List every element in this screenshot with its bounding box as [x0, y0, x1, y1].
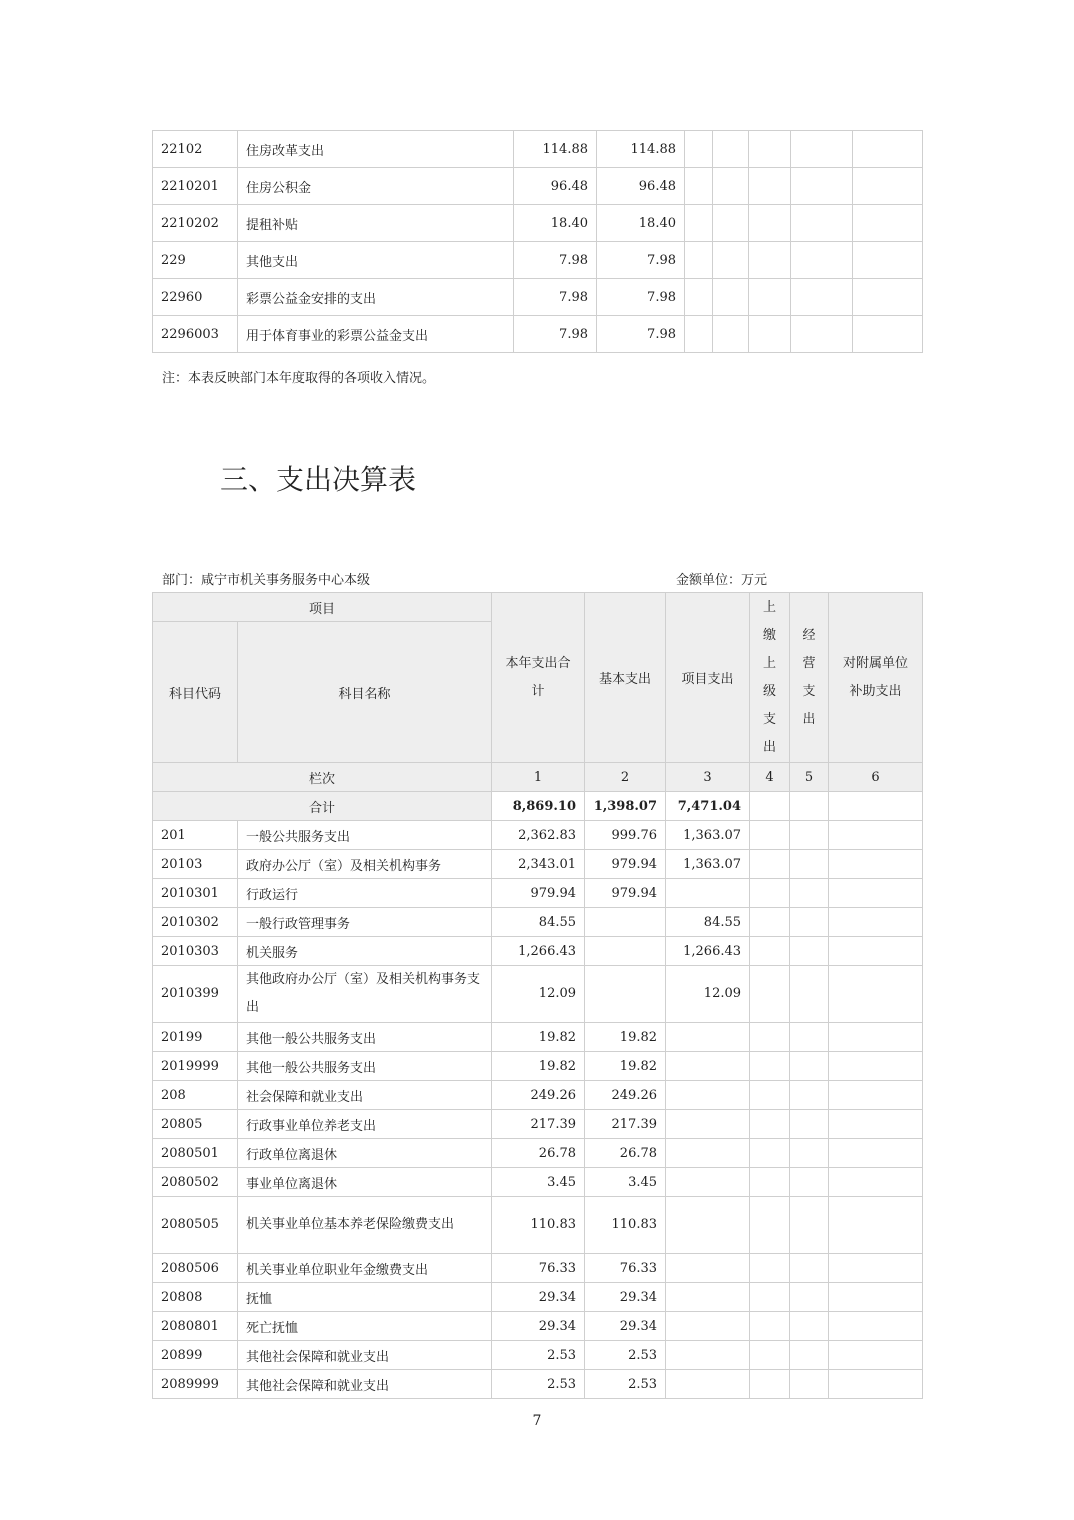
- cell-empty: [750, 908, 790, 937]
- cell-empty: [750, 1197, 790, 1254]
- cell-empty: [750, 850, 790, 879]
- cell-empty: [829, 966, 923, 1023]
- table-row: [153, 279, 923, 316]
- cell-project: [666, 1312, 750, 1341]
- cell-empty: [853, 242, 923, 279]
- cell-code: 2080505: [153, 1197, 238, 1254]
- cell-basic: 19.82: [585, 1023, 666, 1052]
- cell-empty: [829, 850, 923, 879]
- cell-project: [666, 879, 750, 908]
- cell-empty: [791, 242, 853, 279]
- cell-name: 彩票公益金安排的支出: [238, 279, 514, 316]
- cell-empty: [829, 1110, 923, 1139]
- cell-total: 979.94: [492, 879, 585, 908]
- cell-name: 其他支出: [238, 242, 514, 279]
- header-basic: 基本支出: [585, 593, 666, 763]
- table-row: [153, 1312, 923, 1341]
- cell-empty: [713, 316, 749, 353]
- cell-total: 2.53: [492, 1370, 585, 1399]
- total-label: 合计: [153, 792, 492, 821]
- cell-total: 217.39: [492, 1110, 585, 1139]
- total-amount: 8,869.10: [492, 792, 585, 821]
- table-row: [153, 1052, 923, 1081]
- cell-name: 机关事业单位基本养老保险缴费支出: [238, 1197, 492, 1254]
- cell-name: 行政事业单位养老支出: [238, 1110, 492, 1139]
- cell-name: 住房改革支出: [238, 131, 514, 168]
- cell-name: 机关服务: [238, 937, 492, 966]
- table-row: [153, 131, 923, 168]
- header-business: 经营支出: [790, 593, 829, 763]
- cell-code: 20899: [153, 1341, 238, 1370]
- cell-empty: [829, 937, 923, 966]
- cell-v1: 7.98: [514, 316, 597, 353]
- cell-empty: [790, 1168, 829, 1197]
- cell-empty: [713, 279, 749, 316]
- column-index: 1: [492, 763, 585, 792]
- cell-empty: [790, 1197, 829, 1254]
- cell-basic: 76.33: [585, 1254, 666, 1283]
- cell-total: 1,266.43: [492, 937, 585, 966]
- cell-code: 2080506: [153, 1254, 238, 1283]
- cell-code: 201: [153, 821, 238, 850]
- table-row: [153, 879, 923, 908]
- cell-code: 22102: [153, 131, 238, 168]
- cell-total: 3.45: [492, 1168, 585, 1197]
- cell-code: 2010302: [153, 908, 238, 937]
- table-row: [153, 821, 923, 850]
- table-row: [153, 1197, 923, 1254]
- cell-code: 20103: [153, 850, 238, 879]
- header-project: 项目: [153, 593, 492, 622]
- cell-project: 12.09: [666, 966, 750, 1023]
- cell-basic: 217.39: [585, 1110, 666, 1139]
- cell-total: 110.83: [492, 1197, 585, 1254]
- cell-empty: [790, 937, 829, 966]
- cell-basic: 999.76: [585, 821, 666, 850]
- cell-total: 2,343.01: [492, 850, 585, 879]
- header-name: 科目名称: [238, 622, 492, 763]
- cell-empty: [750, 1254, 790, 1283]
- cell-empty: [790, 908, 829, 937]
- cell-empty: [750, 1023, 790, 1052]
- cell-empty: [749, 242, 791, 279]
- table-row: [153, 316, 923, 353]
- cell-v2: 7.98: [597, 242, 685, 279]
- cell-empty: [685, 205, 713, 242]
- cell-code: 208: [153, 1081, 238, 1110]
- cell-code: 2210202: [153, 205, 238, 242]
- cell-empty: [750, 1341, 790, 1370]
- cell-project: 1,363.07: [666, 850, 750, 879]
- cell-empty: [791, 205, 853, 242]
- total-basic: 1,398.07: [585, 792, 666, 821]
- cell-project: [666, 1254, 750, 1283]
- table-row: [153, 1023, 923, 1052]
- header-project-exp: 项目支出: [666, 593, 750, 763]
- cell-v1: 7.98: [514, 242, 597, 279]
- table-row: [153, 1254, 923, 1283]
- cell-basic: 19.82: [585, 1052, 666, 1081]
- cell-empty: [829, 1197, 923, 1254]
- cell-empty: [750, 1081, 790, 1110]
- cell-v2: 7.98: [597, 316, 685, 353]
- cell-project: 1,363.07: [666, 821, 750, 850]
- unit-label: 金额单位：万元: [676, 573, 768, 588]
- cell-empty: [750, 1168, 790, 1197]
- cell-empty: [685, 131, 713, 168]
- cell-v2: 18.40: [597, 205, 685, 242]
- column-index: 2: [585, 763, 666, 792]
- cell-empty: [829, 1139, 923, 1168]
- cell-empty: [790, 1023, 829, 1052]
- cell-empty: [829, 1254, 923, 1283]
- cell-empty: [750, 1110, 790, 1139]
- cell-total: 2,362.83: [492, 821, 585, 850]
- cell-empty: [790, 966, 829, 1023]
- cell-empty: [790, 879, 829, 908]
- page-number: 7: [532, 1413, 542, 1429]
- cell-name: 一般公共服务支出: [238, 821, 492, 850]
- table-row: [153, 168, 923, 205]
- cell-name: 行政单位离退休: [238, 1139, 492, 1168]
- cell-empty: [749, 168, 791, 205]
- cell-project: [666, 1283, 750, 1312]
- section-title: 三、支出决算表: [220, 463, 417, 496]
- cell-empty: [829, 1052, 923, 1081]
- table-row: [153, 1370, 923, 1399]
- cell-basic: 249.26: [585, 1081, 666, 1110]
- total-row: [153, 792, 923, 821]
- cell-empty: [829, 1081, 923, 1110]
- cell-empty: [853, 205, 923, 242]
- cell-name: 死亡抚恤: [238, 1312, 492, 1341]
- cell-name: 政府办公厅（室）及相关机构事务: [238, 850, 492, 879]
- cell-code: 2080502: [153, 1168, 238, 1197]
- cell-basic: 2.53: [585, 1341, 666, 1370]
- column-index-label: 栏次: [153, 763, 492, 792]
- cell-name: 住房公积金: [238, 168, 514, 205]
- total-project: 7,471.04: [666, 792, 750, 821]
- cell-project: [666, 1168, 750, 1197]
- cell-total: 29.34: [492, 1312, 585, 1341]
- income-table-continued: [152, 130, 923, 353]
- cell-basic: [585, 937, 666, 966]
- cell-empty: [829, 821, 923, 850]
- cell-code: 2080501: [153, 1139, 238, 1168]
- table-row: [153, 1110, 923, 1139]
- cell-empty: [829, 1312, 923, 1341]
- table-row: [153, 937, 923, 966]
- cell-project: 1,266.43: [666, 937, 750, 966]
- cell-empty: [790, 850, 829, 879]
- cell-total: 19.82: [492, 1023, 585, 1052]
- cell-empty: [791, 279, 853, 316]
- cell-code: 2010399: [153, 966, 238, 1023]
- cell-project: [666, 1110, 750, 1139]
- table-row: [153, 908, 923, 937]
- cell-v2: 7.98: [597, 279, 685, 316]
- cell-empty: [749, 131, 791, 168]
- table-row: [153, 242, 923, 279]
- cell-code: 22960: [153, 279, 238, 316]
- cell-basic: [585, 966, 666, 1023]
- cell-project: [666, 1341, 750, 1370]
- cell-code: 2089999: [153, 1370, 238, 1399]
- cell-empty: [750, 821, 790, 850]
- cell-empty: [829, 1370, 923, 1399]
- cell-name: 其他一般公共服务支出: [238, 1023, 492, 1052]
- cell-name: 其他政府办公厅（室）及相关机构事务支出: [238, 966, 492, 1023]
- cell-total: 12.09: [492, 966, 585, 1023]
- cell-code: 2019999: [153, 1052, 238, 1081]
- column-index: 6: [829, 763, 923, 792]
- cell-project: [666, 1023, 750, 1052]
- cell-code: 2080801: [153, 1312, 238, 1341]
- cell-project: [666, 1081, 750, 1110]
- cell-empty: [790, 1052, 829, 1081]
- cell-total: 2.53: [492, 1341, 585, 1370]
- cell-empty: [713, 205, 749, 242]
- cell-empty: [750, 1370, 790, 1399]
- cell-empty: [750, 1283, 790, 1312]
- cell-empty: [685, 242, 713, 279]
- cell-total: 29.34: [492, 1283, 585, 1312]
- cell-basic: 29.34: [585, 1283, 666, 1312]
- cell-empty: [713, 242, 749, 279]
- cell-empty: [829, 1341, 923, 1370]
- cell-name: 其他社会保障和就业支出: [238, 1341, 492, 1370]
- cell-basic: 2.53: [585, 1370, 666, 1399]
- cell-v2: 114.88: [597, 131, 685, 168]
- cell-v1: 7.98: [514, 279, 597, 316]
- cell-empty: [750, 879, 790, 908]
- cell-code: 229: [153, 242, 238, 279]
- cell-empty: [713, 131, 749, 168]
- cell-empty: [749, 316, 791, 353]
- cell-v1: 96.48: [514, 168, 597, 205]
- cell-empty: [853, 168, 923, 205]
- cell-empty: [829, 908, 923, 937]
- header-total: 本年支出合计: [492, 593, 585, 763]
- cell-empty: [750, 937, 790, 966]
- cell-empty: [685, 279, 713, 316]
- department-label: 部门：咸宁市机关事务服务中心本级: [162, 573, 371, 588]
- cell-name: 用于体育事业的彩票公益金支出: [238, 316, 514, 353]
- table-note: 注：本表反映部门本年度取得的各项收入情况。: [162, 371, 436, 386]
- expenditure-table: [152, 592, 923, 1399]
- cell-code: 2296003: [153, 316, 238, 353]
- column-index: 5: [790, 763, 829, 792]
- cell-empty: [829, 1283, 923, 1312]
- cell-v2: 96.48: [597, 168, 685, 205]
- cell-name: 社会保障和就业支出: [238, 1081, 492, 1110]
- cell-basic: 26.78: [585, 1139, 666, 1168]
- cell-empty: [750, 966, 790, 1023]
- table-row: [153, 205, 923, 242]
- cell-empty: [790, 1139, 829, 1168]
- cell-name: 一般行政管理事务: [238, 908, 492, 937]
- cell-empty: [790, 1254, 829, 1283]
- cell-empty: [750, 1139, 790, 1168]
- cell-total: 26.78: [492, 1139, 585, 1168]
- cell-empty: [853, 131, 923, 168]
- cell-code: 20805: [153, 1110, 238, 1139]
- cell-empty: [750, 1312, 790, 1341]
- cell-empty: [829, 1168, 923, 1197]
- table-row: [153, 966, 923, 1023]
- cell-basic: [585, 908, 666, 937]
- cell-total: 19.82: [492, 1052, 585, 1081]
- cell-empty: [853, 279, 923, 316]
- cell-empty: [749, 279, 791, 316]
- cell-name: 其他社会保障和就业支出: [238, 1370, 492, 1399]
- cell-empty: [829, 1023, 923, 1052]
- cell-name: 提租补贴: [238, 205, 514, 242]
- cell-basic: 3.45: [585, 1168, 666, 1197]
- cell-name: 抚恤: [238, 1283, 492, 1312]
- cell-v1: 114.88: [514, 131, 597, 168]
- cell-project: 84.55: [666, 908, 750, 937]
- table-row: [153, 1139, 923, 1168]
- cell-basic: 29.34: [585, 1312, 666, 1341]
- cell-basic: 979.94: [585, 879, 666, 908]
- cell-code: 20199: [153, 1023, 238, 1052]
- cell-empty: [790, 1081, 829, 1110]
- cell-empty: [790, 1110, 829, 1139]
- cell-empty: [790, 821, 829, 850]
- column-index: 4: [750, 763, 790, 792]
- cell-v1: 18.40: [514, 205, 597, 242]
- cell-empty: [790, 1341, 829, 1370]
- cell-project: [666, 1370, 750, 1399]
- cell-empty: [713, 168, 749, 205]
- cell-empty: [790, 1283, 829, 1312]
- header-code: 科目代码: [153, 622, 238, 763]
- cell-code: 2010301: [153, 879, 238, 908]
- cell-empty: [829, 879, 923, 908]
- cell-empty: [853, 316, 923, 353]
- cell-empty: [791, 168, 853, 205]
- cell-name: 其他一般公共服务支出: [238, 1052, 492, 1081]
- cell-project: [666, 1052, 750, 1081]
- cell-code: 2010303: [153, 937, 238, 966]
- table-row: [153, 1168, 923, 1197]
- cell-total: 249.26: [492, 1081, 585, 1110]
- table-row: [153, 1341, 923, 1370]
- column-index: 3: [666, 763, 750, 792]
- cell-total: 76.33: [492, 1254, 585, 1283]
- cell-project: [666, 1197, 750, 1254]
- table-row: [153, 1283, 923, 1312]
- cell-name: 事业单位离退休: [238, 1168, 492, 1197]
- cell-empty: [791, 131, 853, 168]
- table-row: [153, 850, 923, 879]
- cell-project: [666, 1139, 750, 1168]
- cell-empty: [750, 1052, 790, 1081]
- cell-total: 84.55: [492, 908, 585, 937]
- cell-code: 20808: [153, 1283, 238, 1312]
- cell-empty: [790, 1370, 829, 1399]
- cell-empty: [685, 168, 713, 205]
- header-subsidy: 对附属单位补助支出: [829, 593, 923, 763]
- cell-empty: [790, 1312, 829, 1341]
- header-upper: 上缴上级支出: [750, 593, 790, 763]
- cell-code: 2210201: [153, 168, 238, 205]
- cell-empty: [749, 205, 791, 242]
- cell-empty: [791, 316, 853, 353]
- cell-name: 机关事业单位职业年金缴费支出: [238, 1254, 492, 1283]
- cell-name: 行政运行: [238, 879, 492, 908]
- cell-basic: 979.94: [585, 850, 666, 879]
- cell-empty: [685, 316, 713, 353]
- table-row: [153, 1081, 923, 1110]
- cell-basic: 110.83: [585, 1197, 666, 1254]
